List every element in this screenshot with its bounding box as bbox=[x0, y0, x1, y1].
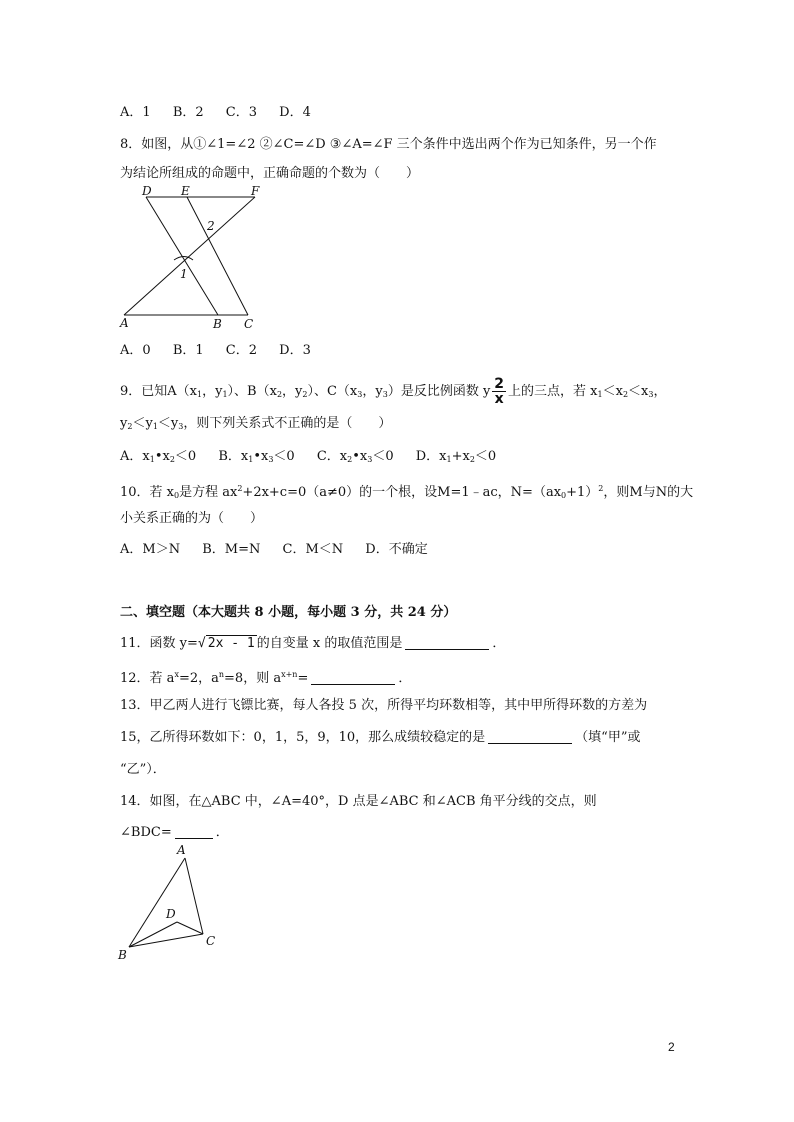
page-number: 2 bbox=[668, 1040, 675, 1054]
q14-label-a: A bbox=[177, 843, 186, 857]
q10-options bbox=[120, 541, 446, 559]
q11-answer-blank[interactable] bbox=[405, 635, 489, 650]
q10-stem-line1: 10．若 $x_0$是方程 $ax^2+2x+c=0(a\ne 0)$的一个根，设M=1﹣ac，$N=(ax_0+1)^2$，则M与N的大 bbox=[120, 484, 694, 500]
q8-option-d: D．3 bbox=[279, 343, 311, 358]
section2-title: 二、填空题（本大题共 8 小题，每小题 3 分，共 24 分） bbox=[120, 605, 457, 620]
q14-line2: ∠BDC= ． bbox=[120, 825, 229, 840]
q10-option-b: B．M=N bbox=[202, 542, 261, 557]
q11-sqrt: √ 2x - 1 bbox=[197, 636, 255, 651]
q14-label-d: D bbox=[166, 907, 176, 921]
q8-figure bbox=[118, 185, 278, 333]
q8-line-ec bbox=[187, 197, 248, 315]
q8-option-a: A．0 bbox=[120, 343, 151, 358]
q13-answer-blank[interactable] bbox=[488, 729, 572, 744]
q14-label-b: B bbox=[118, 948, 127, 962]
q14-figure bbox=[115, 840, 230, 965]
q8-label-c: C bbox=[244, 317, 254, 331]
q7-option-c: C．3 bbox=[225, 105, 257, 120]
q8-label-1: 1 bbox=[180, 267, 188, 281]
q7-options bbox=[120, 104, 329, 122]
q8-stem-line1: 8．如图，从①∠1=∠2 ②∠C=∠D ③∠A=∠F 三个条件中选出两个作为已知条件，另一个作 bbox=[120, 137, 657, 152]
q9-fraction: $\frac{2}{x}$ bbox=[494, 376, 505, 407]
q10-option-c: C．M＜N bbox=[282, 542, 344, 557]
q13-line3: “乙”）． bbox=[120, 762, 166, 777]
q12-line: 12．若 $a^x=2$，$a^n=8$，则 $a^{x+n}=$ ． bbox=[120, 670, 412, 686]
q7-option-a: A．1 bbox=[120, 105, 151, 120]
q14-line-bc bbox=[129, 934, 203, 947]
q8-line-af bbox=[124, 197, 255, 315]
q8-option-b: B．1 bbox=[172, 343, 204, 358]
q9-option-b: B．$x_1•x_3<0$ bbox=[218, 449, 295, 464]
q9-option-d: D．$x_1+x_2<0$ bbox=[415, 449, 497, 464]
q9-options bbox=[120, 448, 514, 469]
q8-options bbox=[120, 342, 329, 360]
q9-option-a: A．$x_1•x_2<0$ bbox=[120, 449, 197, 464]
q11-line: 11．函数 y=√ 2x - 1 的自变量 x 的取值范围是 ． bbox=[120, 636, 506, 651]
q8-label-d: D bbox=[142, 185, 152, 198]
q8-stem-line2: 为结论所组成的命题中，正确命题的个数为（ ） bbox=[120, 166, 420, 181]
q9-stem-line2: $y_2<y_1<y_3$，则下列关系式不正确的是（ ） bbox=[120, 416, 392, 431]
q10-option-d: D．不确定 bbox=[365, 542, 428, 557]
q7-option-b: B．2 bbox=[172, 105, 204, 120]
q7-option-d: D．4 bbox=[279, 105, 311, 120]
q14-label-c: C bbox=[206, 934, 216, 948]
q8-option-c: C．2 bbox=[225, 343, 257, 358]
q14-line-ab bbox=[129, 858, 185, 947]
q8-label-b: B bbox=[213, 317, 222, 331]
q9-option-c: C．$x_2•x_3<0$ bbox=[316, 449, 394, 464]
q10-stem-line2: 小关系正确的为（ ） bbox=[120, 511, 264, 526]
q14-answer-blank[interactable] bbox=[175, 824, 213, 839]
q8-label-e: E bbox=[181, 185, 190, 198]
q13-line1: 13．甲乙两人进行飞镖比赛，每人各投 5 次，所得平均环数相等，其中甲所得环数的方差为 bbox=[120, 698, 648, 713]
q9-stem-line1: 9．已知$A(x_1$，$y_1$）、$B(x_2$，$y_2$）、$C(x_3$，$y_3$）是反比例函数 y $\frac{2}{x}$ 上的三点，若 $x_1<x_2<x_3$， bbox=[120, 376, 667, 407]
q10-option-a: A．M＞N bbox=[120, 542, 181, 557]
q13-line2: 15，乙所得环数如下：0，1，5，9，10，那么成绩较稳定的是 （填“甲”或 bbox=[120, 730, 641, 745]
q8-label-a: A bbox=[120, 316, 129, 330]
q12-answer-blank[interactable] bbox=[311, 670, 395, 685]
q14-line1: 14．如图，在△ABC 中，∠A=40°，D 点是∠ABC 和∠ACB 角平分线的交点，则 bbox=[120, 794, 597, 809]
q8-label-2: 2 bbox=[207, 219, 215, 233]
q14-line-cd bbox=[177, 922, 203, 934]
q8-label-f: F bbox=[251, 185, 260, 198]
q14-line-ac bbox=[185, 858, 203, 934]
q8-line-db bbox=[146, 197, 218, 315]
